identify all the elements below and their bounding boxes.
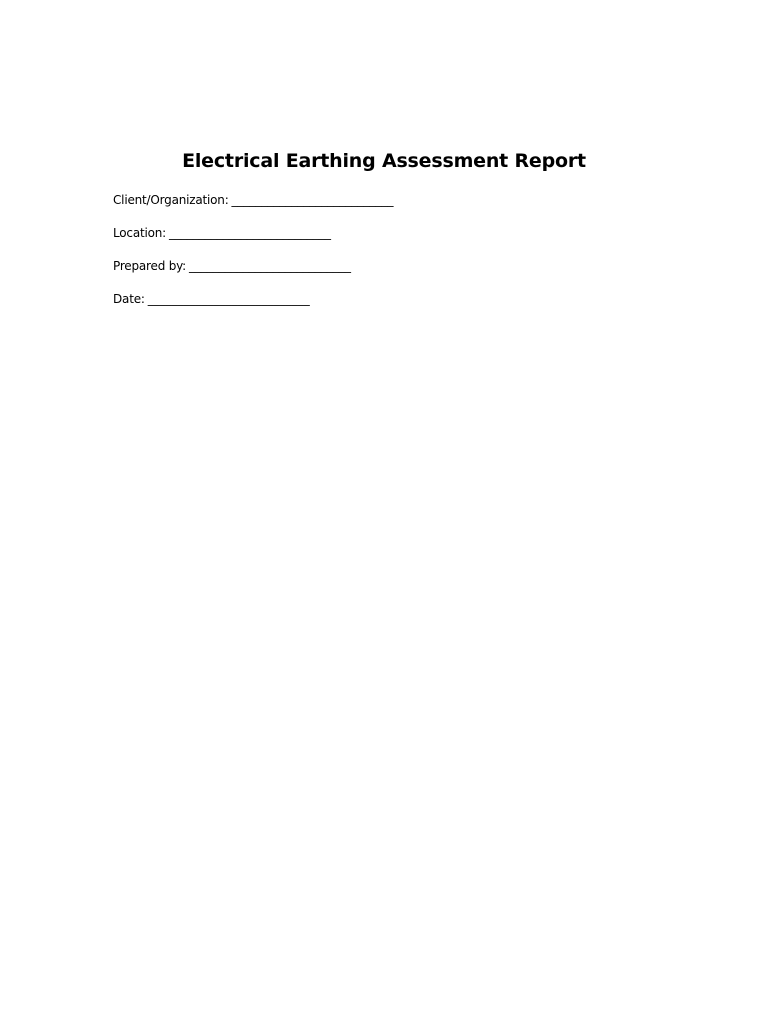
form-fields (113, 190, 394, 322)
date-field (113, 289, 394, 322)
date-label: Date: (113, 292, 145, 306)
date-blank: ___________________________ (147, 292, 310, 306)
document-title: Electrical Earthing Assessment Report (182, 150, 586, 172)
location-blank: ___________________________ (169, 226, 331, 240)
client-organization-blank: ___________________________ (231, 193, 394, 207)
prepared-by-blank: ___________________________ (189, 259, 352, 273)
client-organization-field (113, 190, 394, 223)
prepared-by-label: Prepared by: (113, 259, 187, 273)
location-label: Location: (113, 226, 166, 240)
client-organization-label: Client/Organization: (113, 193, 229, 207)
location-field (113, 223, 394, 256)
prepared-by-field (113, 256, 394, 289)
